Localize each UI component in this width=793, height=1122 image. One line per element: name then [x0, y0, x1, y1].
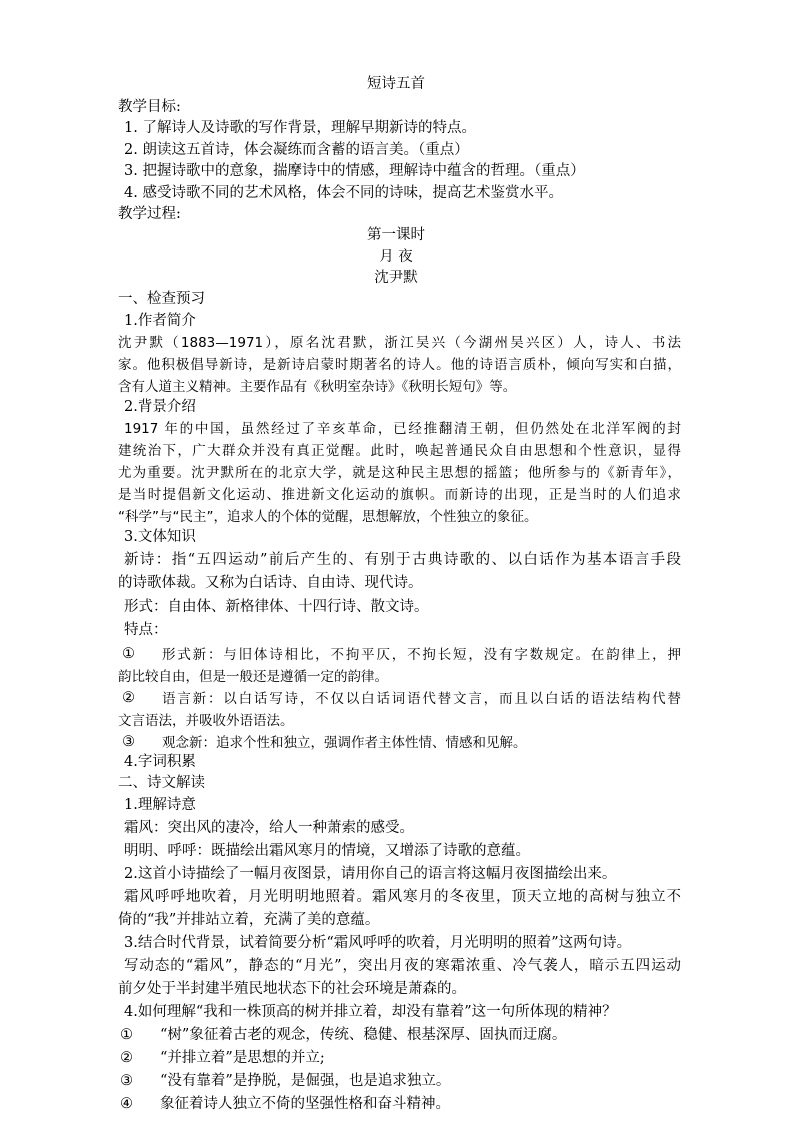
feature-marker: ① [122, 646, 135, 662]
genre-paragraph-line: 的诗歌体裁。又称为白话诗、自由诗、现代诗。 [118, 575, 423, 591]
answer-3-line: 写动态的“霜风”，静态的“月光”，突出月夜的寒霜浓重、冷气袭人，暗示五四运动 [124, 958, 681, 974]
genre-paragraph-line: 新诗：指“五四运动”前后产生的、有别于古典诗歌的、以白话作为基本语言手段 [124, 552, 681, 568]
feature-line: 观念新：追求个性和独立，强调作者主体性情、情感和见解。 [162, 735, 527, 751]
answer-2-line: 霜风呼呼地吹着，月光明明地照着。霜风寒月的冬夜里，顶天立地的高树与独立不 [124, 889, 681, 905]
answer-4-marker: ③ [120, 1073, 133, 1089]
feature-marker: ③ [122, 734, 135, 750]
feature-line: 文言语法，并吸收外语语法。 [118, 713, 294, 729]
background-paragraph-line: 尤为重要。沈尹默所在的北京大学，就是这种民主思想的摇篮；他所参与的《新青年》， [118, 465, 681, 481]
author-paragraph-line: 家。他积极倡导新诗，是新诗启蒙时期著名的诗人。他的诗语言质朴，倾向写实和白描， [118, 357, 681, 373]
section-heading: 一、检查预习 [118, 291, 205, 307]
background-paragraph-line: “科学”与“民主”，追求人的个体的觉醒，思想解放，个性独立的象征。 [118, 509, 538, 525]
background-paragraph-line: 1917 年的中国，虽然经过了辛亥革命，已经推翻清王朝，但仍然处在北洋军阀的封 [124, 421, 681, 437]
process-heading: 教学过程: [118, 206, 181, 222]
understand-line: 霜风：突出风的凄冷，给人一种萧索的感受。 [124, 820, 414, 836]
author-paragraph-line: 含有人道主义精神。主要作品有《秋明室杂诗》《秋明长短句》等。 [118, 379, 517, 395]
answer-4-marker: ④ [120, 1096, 133, 1112]
poem-title: 月 夜 [379, 249, 413, 265]
answer-4-item: “没有靠着”是挣脱，是倔强，也是追求独立。 [160, 1073, 451, 1089]
feature-line: 韵比较自由，但是一般还是遵循一定的韵律。 [118, 669, 388, 685]
objective-item: 2. 朗读这五首诗，体会凝练而含蓄的语言美。（重点） [124, 142, 469, 158]
question-3: 3.结合时代背景，试着简要分析“霜风呼呼的吹着，月光明明的照着”这两句诗。 [124, 935, 632, 951]
document-title: 短诗五首 [367, 76, 425, 92]
subsection-heading: 3.文体知识 [124, 529, 196, 545]
objectives-heading: 教学目标: [118, 99, 181, 115]
answer-4-marker: ① [120, 1027, 133, 1043]
background-paragraph-line: 是当时提倡新文化运动、推进新文化运动的旗帜。而新诗的出现，正是当时的人们追求 [118, 487, 681, 503]
forms-line: 形式：自由体、新格律体、十四行诗、散文诗。 [124, 599, 429, 615]
feature-line: 语言新：以白话写诗，不仅以白话词语代替文言，而且以白话的语法结构代替 [162, 691, 681, 707]
subsection-heading: 1.理解诗意 [124, 797, 196, 813]
question-4: 4.如何理解“我和一株顶高的树并排立着，却没有靠着”这一句所体现的精神？ [124, 1004, 617, 1020]
question-2: 2.这首小诗描绘了一幅月夜图景，请用你自己的语言将这幅月夜图描绘出来。 [124, 866, 617, 882]
answer-4-marker: ② [120, 1050, 133, 1066]
lesson-title: 第一课时 [367, 227, 425, 243]
answer-4-item: “并排立着”是思想的并立; [160, 1050, 325, 1066]
understand-line: 明明、呼呼：既描绘出霜风寒月的情境，又增添了诗歌的意蕴。 [124, 843, 530, 859]
features-heading: 特点： [124, 622, 168, 638]
answer-3-line: 前夕处于半封建半殖民地状态下的社会环境是萧森的。 [118, 981, 466, 997]
objective-item: 3. 把握诗歌中的意象，揣摩诗中的情感，理解诗中蕴含的哲理。（重点） [124, 163, 585, 179]
feature-line: 形式新：与旧体诗相比，不拘平仄，不拘长短，没有字数规定。在韵律上，押 [162, 647, 681, 663]
subsection-heading: 2.背景介绍 [124, 399, 196, 415]
answer-4-item: 象征着诗人独立不倚的坚强性格和奋斗精神。 [160, 1096, 450, 1112]
section-heading: 二、诗文解读 [118, 775, 205, 791]
objective-item: 4. 感受诗歌不同的艺术风格，体会不同的诗味，提高艺术鉴赏水平。 [124, 185, 563, 201]
subsection-heading: 1.作者简介 [124, 313, 196, 329]
poet-name: 沈尹默 [374, 270, 418, 286]
background-paragraph-line: 建统治下，广大群众并没有真正觉醒。此时，唤起普通民众自由思想和个性意识，显得 [118, 443, 681, 459]
subsection-heading: 4.字词积累 [124, 754, 196, 770]
feature-marker: ② [122, 690, 135, 706]
answer-4-item: “树”象征着古老的观念，传统、稳健、根基深厚、固执而迂腐。 [160, 1027, 567, 1043]
objective-item: 1. 了解诗人及诗歌的写作背景，理解早期新诗的特点。 [124, 120, 476, 136]
answer-2-line: 倚的“我”并排站立着，充满了美的意蕴。 [118, 912, 380, 928]
author-paragraph-line: 沈尹默（1883—1971），原名沈君默，浙江吴兴（今湖州吴兴区）人，诗人、书法 [118, 335, 681, 351]
